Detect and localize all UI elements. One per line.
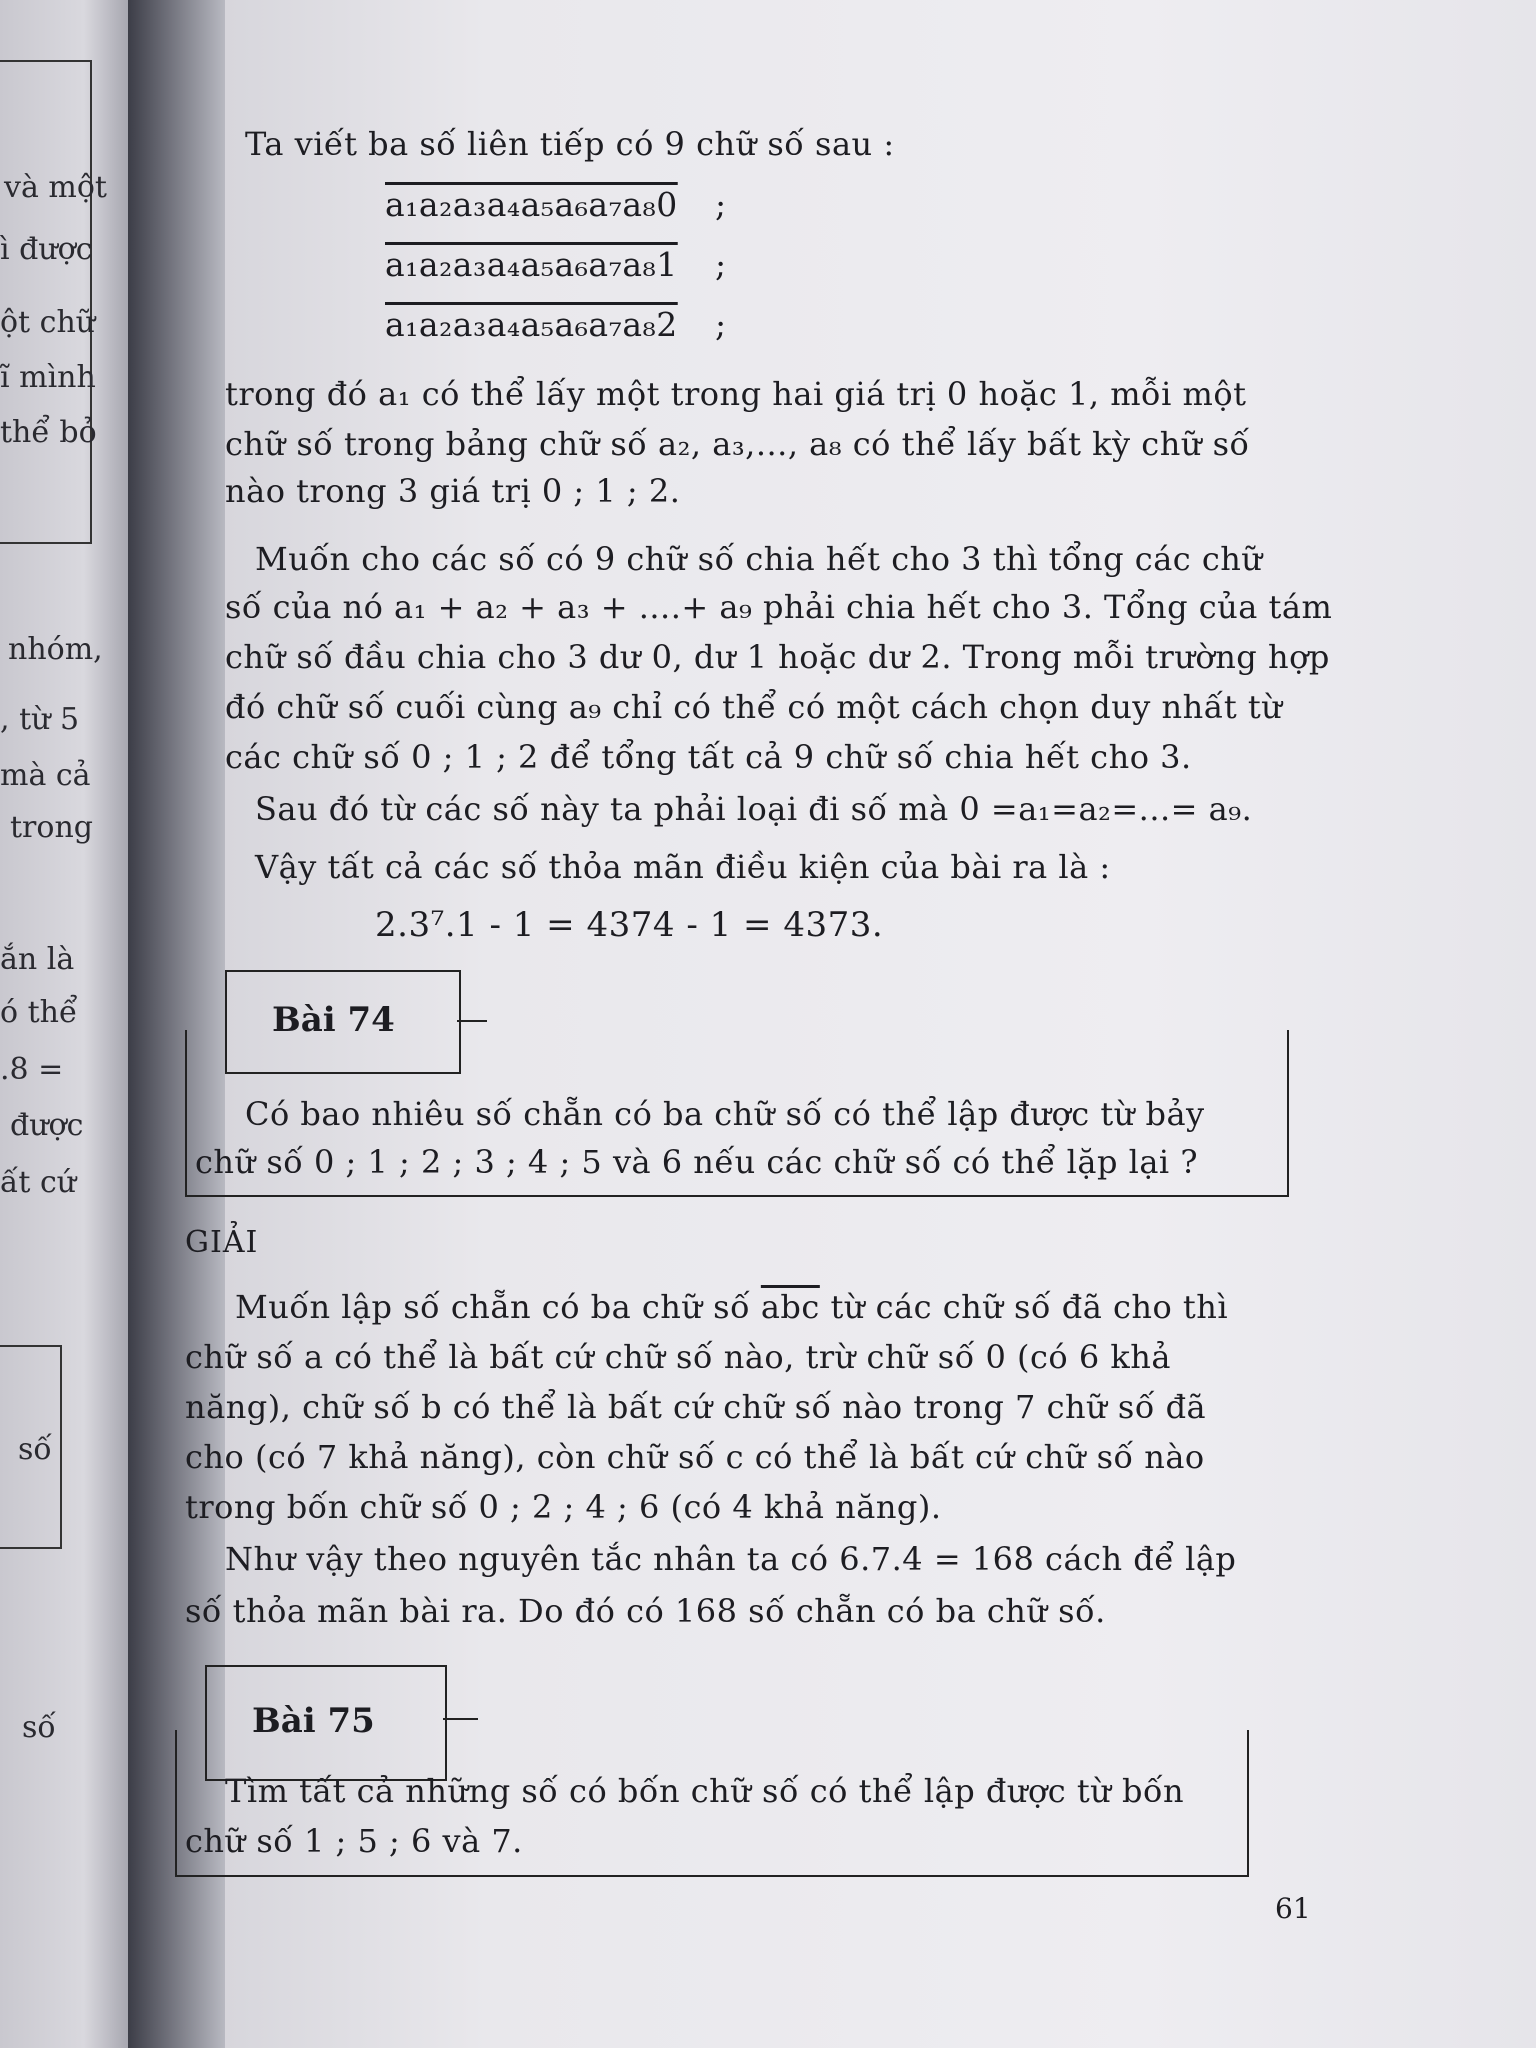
solution-line: cho (có 7 khả năng), còn chữ số c có thể là bất cứ chữ số nào bbox=[185, 1438, 1205, 1476]
left-fragment: ất cứ bbox=[0, 1165, 77, 1200]
left-fragment: số bbox=[22, 1710, 56, 1745]
para1-line: chữ số trong bảng chữ số a₂, a₃,..., a₈ có thể lấy bất kỳ chữ số bbox=[225, 425, 1250, 463]
para2-line: đó chữ số cuối cùng a₉ chỉ có thể có một cách chọn duy nhất từ bbox=[225, 688, 1283, 726]
solution-line: số thỏa mãn bài ra. Do đó có 168 số chẵn có ba chữ số. bbox=[185, 1592, 1106, 1630]
number-line-2: a₁a₂a₃a₄a₅a₆a₇a₈1 bbox=[385, 245, 678, 284]
number-line-1: a₁a₂a₃a₄a₅a₆a₇a₈0 bbox=[385, 185, 678, 224]
para1-line: nào trong 3 giá trị 0 ; 1 ; 2. bbox=[225, 472, 681, 510]
para4-line: Vậy tất cả các số thỏa mãn điều kiện của bài ra là : bbox=[255, 848, 1111, 886]
left-fragment: ột chữ bbox=[0, 305, 96, 340]
giai-heading: GIẢI bbox=[185, 1225, 259, 1260]
bai-74-problem-line: chữ số 0 ; 1 ; 2 ; 3 ; 4 ; 5 và 6 nếu các chữ số có thể lặp lại ? bbox=[195, 1143, 1198, 1181]
solution-text: từ các chữ số đã cho thì bbox=[830, 1288, 1229, 1326]
para1-line: trong đó a₁ có thể lấy một trong hai giá trị 0 hoặc 1, mỗi một bbox=[225, 375, 1247, 413]
number-line-3: a₁a₂a₃a₄a₅a₆a₇a₈2 bbox=[385, 305, 678, 344]
left-page-box-top bbox=[0, 60, 92, 544]
bai-74-rule bbox=[457, 1020, 487, 1022]
para2-line: các chữ số 0 ; 1 ; 2 để tổng tất cả 9 chữ số chia hết cho 3. bbox=[225, 738, 1192, 776]
para2-line: Muốn cho các số có 9 chữ số chia hết cho 3 thì tổng các chữ bbox=[255, 540, 1263, 578]
left-fragment: ĩ mình bbox=[0, 360, 96, 395]
bai-74-problem-line: Có bao nhiêu số chẵn có ba chữ số có thể lập được từ bảy bbox=[245, 1095, 1205, 1133]
left-fragment: , từ 5 bbox=[0, 702, 80, 737]
solution-line: trong bốn chữ số 0 ; 2 ; 4 ; 6 (có 4 khả năng). bbox=[185, 1488, 942, 1526]
bai-75-rule bbox=[443, 1718, 478, 1720]
semicolon: ; bbox=[715, 185, 727, 224]
para2-line: số của nó a₁ + a₂ + a₃ + ....+ a₉ phải chia hết cho 3. Tổng của tám bbox=[225, 588, 1333, 626]
solution-line: năng), chữ số b có thể là bất cứ chữ số nào trong 7 chữ số đã bbox=[185, 1388, 1207, 1426]
semicolon: ; bbox=[715, 245, 727, 284]
book-page bbox=[185, 0, 1536, 2048]
intro-line: Ta viết ba số liên tiếp có 9 chữ số sau : bbox=[245, 125, 895, 163]
bai-75-problem-line: chữ số 1 ; 5 ; 6 và 7. bbox=[185, 1822, 523, 1860]
left-fragment: trong bbox=[10, 810, 93, 845]
left-fragment: mà cả bbox=[0, 758, 91, 793]
left-fragment: được bbox=[10, 1108, 84, 1143]
left-fragment: và một bbox=[4, 170, 107, 205]
bai-75-problem-line: Tìm tất cả những số có bốn chữ số có thể lập được từ bốn bbox=[225, 1772, 1185, 1810]
bai-74-title: Bài 74 bbox=[272, 1000, 395, 1040]
left-fragment: .8 = bbox=[0, 1052, 64, 1087]
left-fragment: thể bỏ bbox=[0, 415, 97, 450]
bai-75-title: Bài 75 bbox=[252, 1701, 375, 1741]
formula: 2.3⁷.1 - 1 = 4374 - 1 = 4373. bbox=[375, 905, 884, 945]
left-page-edge bbox=[0, 0, 140, 2048]
para2-line: chữ số đầu chia cho 3 dư 0, dư 1 hoặc dư 2. Trong mỗi trường hợp bbox=[225, 638, 1330, 676]
abc-overline: $\overline{abc}$ bbox=[760, 1288, 820, 1326]
page-number: 61 bbox=[1275, 1892, 1311, 1925]
solution-text: Muốn lập số chẵn có ba chữ số bbox=[235, 1288, 751, 1326]
solution-line: chữ số a có thể là bất cứ chữ số nào, trừ chữ số 0 (có 6 khả bbox=[185, 1338, 1171, 1376]
left-fragment: số bbox=[18, 1432, 52, 1467]
left-fragment: ó thể bbox=[0, 995, 78, 1030]
solution-line: Như vậy theo nguyên tắc nhân ta có 6.7.4 = 168 cách để lập bbox=[225, 1540, 1237, 1578]
solution-line-1 bbox=[235, 1288, 1228, 1326]
para3-line: Sau đó từ các số này ta phải loại đi số mà 0 =a₁=a₂=...= a₉. bbox=[255, 790, 1253, 828]
left-fragment: nhóm, bbox=[8, 632, 103, 667]
semicolon: ; bbox=[715, 305, 727, 344]
left-fragment: ì được bbox=[0, 232, 93, 267]
left-fragment: ắn là bbox=[0, 942, 75, 977]
